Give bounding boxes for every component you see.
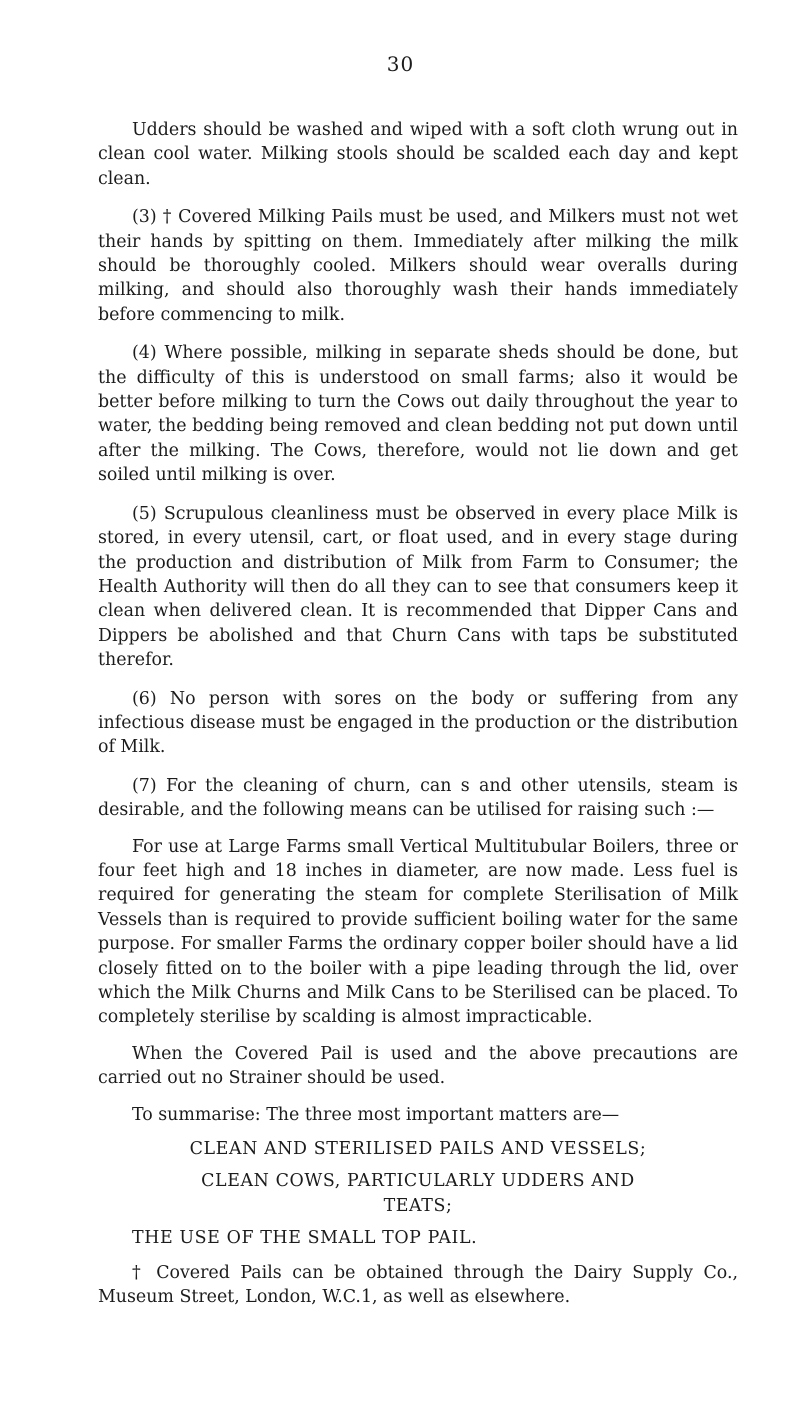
- summary-line-teats: TEATS;: [383, 1195, 453, 1216]
- paragraph-6-infectious-disease: (6) No person with sores on the body or suffering from any infectious disease must be engaged in the production or the distribution of Milk.: [98, 688, 738, 758]
- paragraph-7-boilers: For use at Large Farms small Vertical Multitubular Boilers, three or four feet high and 18 inches in diameter, are now made. Less fuel is required for generating the steam for complete Sterilisation of Milk Vessels than is required to provide sufficient boiling water for the same purpose. For smaller Farms the ordinary copper boiler should have a lid closely fitted on to the boiler with a pipe leading through the lid, over which the Milk Churns and Milk Cans to be Sterilised can be placed. To completely sterilise by scalding is almost impracticable.: [98, 836, 738, 1028]
- paragraph-summarise: To summarise: The three most important matters are—: [132, 1104, 620, 1125]
- paragraph-7-steam: (7) For the cleaning of churn, can s and other utensils, steam is desirable, and the following means can be utilised for raising such :—: [98, 775, 738, 821]
- summary-line-cows: CLEAN COWS, PARTICULARLY UDDERS AND: [201, 1171, 635, 1192]
- paragraph-4-separate-sheds: (4) Where possible, milking in separate sheds should be done, but the difficulty of this is understood on small farms; also it would be better before milking to turn the Cows out daily throughout the year to water, the bedding being removed and clean bedding not put down until after the milking. The Cows, therefore, would not lie down and get soiled until milking is over.: [98, 343, 738, 486]
- summary-line-top-pail: THE USE OF THE SMALL TOP PAIL.: [132, 1228, 478, 1249]
- summary-line-pails: CLEAN AND STERILISED PAILS AND VESSELS;: [189, 1139, 647, 1160]
- paragraph-udders: Udders should be washed and wiped with a soft cloth wrung out in clean cool water. Milking stools should be scalded each day and kept clean.: [98, 120, 738, 189]
- footnote: † Covered Pails can be obtained through the Dairy Supply Co., Museum Street, London, W.C.1, as well as elsewhere.: [98, 1262, 738, 1308]
- paragraph-5-cleanliness: (5) Scrupulous cleanliness must be observed in every place Milk is stored, in every utensil, cart, or float used, and in every stage during the production and distribution of Milk from Farm to Consumer; the Health Authority will then do all they can to see that consumers keep it clean when delivered clean. It is recommended that Dipper Cans and Dippers be abolished and that Churn Cans with taps be substituted therefor.: [98, 503, 738, 671]
- page-number: 30: [386, 52, 415, 76]
- body-text: [98, 118, 738, 1309]
- paragraph-no-strainer: When the Covered Pail is used and the above precautions are carried out no Strainer should be used.: [98, 1043, 738, 1089]
- paragraph-3-covered-pails: (3) † Covered Milking Pails must be used, and Milkers must not wet their hands by spitting on them. Immediately after milking the milk should be thoroughly cooled. Milkers should wear overalls during milking, and should also thoroughly wash their hands immediately before commencing to milk.: [98, 207, 738, 325]
